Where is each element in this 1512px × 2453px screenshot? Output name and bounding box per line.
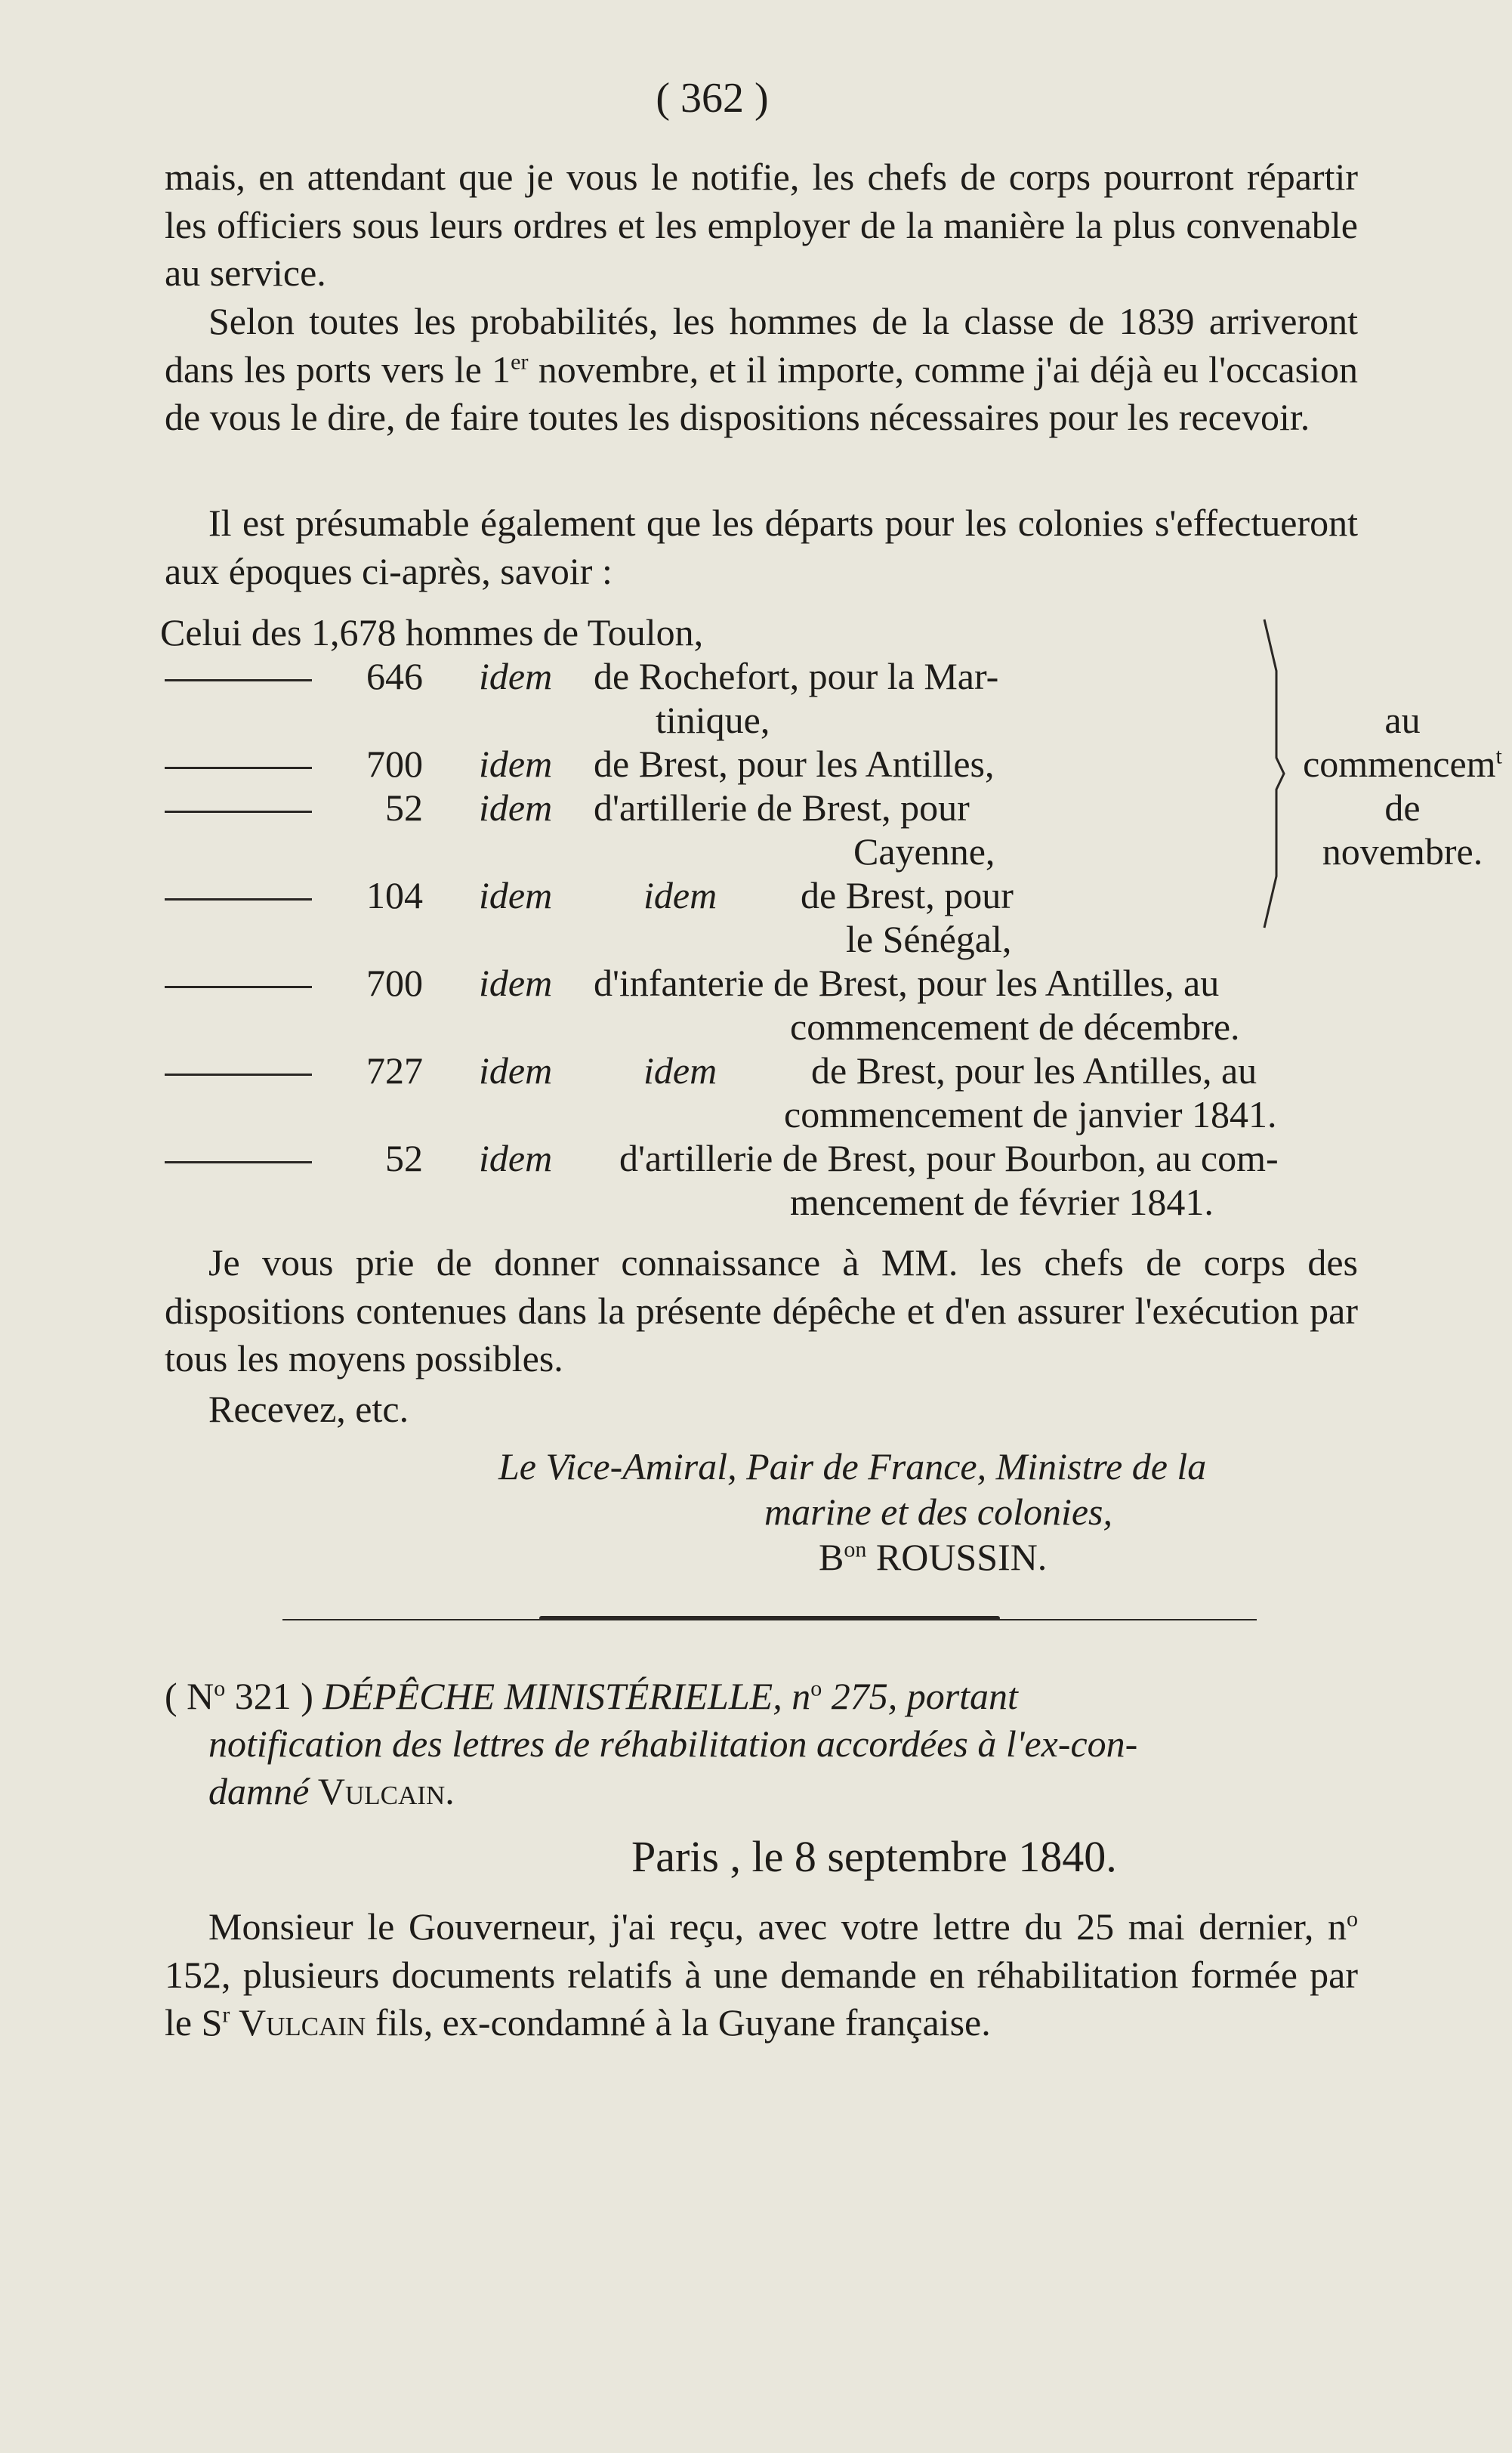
- ditto-dash: [165, 1161, 312, 1163]
- signature-title-line-2: [764, 1490, 1112, 1534]
- brace-note-text: commencem: [1303, 743, 1496, 785]
- brace-note-superscript: t: [1495, 743, 1502, 769]
- grouping-brace: [1261, 618, 1291, 929]
- signature-title-text: Le Vice-Amiral, Pair de France, Ministre de la: [498, 1445, 1207, 1488]
- departure-text-cont: tinique,: [656, 699, 770, 741]
- signature-name-superscript: on: [844, 1537, 867, 1562]
- brace-note-line: de: [1384, 786, 1421, 829]
- dispatch-body-text: 152, plusieurs documents relatifs à une demande en réhabilitation formée par le S: [165, 1953, 1358, 2044]
- departure-count: 700: [366, 962, 423, 1004]
- departure-text-cont: commencement de décembre.: [790, 1006, 1240, 1048]
- departure-text: d'artillerie de Brest, pour Bourbon, au com-: [619, 1137, 1279, 1179]
- dispatch-sub-number: n: [782, 1675, 811, 1717]
- paragraph-4: Je vous prie de donner connaissance à MM. les chefs de corps des dispositions contenues dans la présente dépêche et d'en assurer l'exécution par tous les moyens possibles.: [165, 1241, 1358, 1379]
- departure-text: de Brest, pour les Antilles,: [594, 743, 995, 785]
- dispatch-body-superscript: o: [1347, 1906, 1358, 1932]
- departure-text: d'artillerie de Brest, pour: [594, 786, 970, 829]
- departure-count: 52: [385, 1137, 423, 1179]
- departure-text: d'infanterie de Brest, pour les Antilles, au: [594, 962, 1220, 1004]
- page-number: ( 362 ): [656, 75, 769, 122]
- dispatch-body: [165, 1903, 1358, 2047]
- dispatch-heading: [165, 1673, 1358, 1720]
- dispatch-body-text: Monsieur le Gouverneur, j'ai reçu, avec votre lettre du 25 mai dernier, n: [208, 1905, 1347, 1948]
- departure-idem: idem: [479, 1137, 553, 1179]
- departure-count: 104: [366, 874, 423, 916]
- brace-note-line: [1293, 742, 1512, 786]
- ditto-dash: [165, 986, 312, 988]
- departure-idem: idem: [643, 874, 717, 916]
- dispatch-title: DÉPÊCHE MINISTÉRIELLE,: [313, 1675, 782, 1717]
- dispatch-heading-tail: portant: [897, 1675, 1018, 1717]
- departure-text: de Rochefort, pour la Mar-: [594, 655, 999, 697]
- dispatch-number-superscript: o: [214, 1676, 226, 1701]
- departure-idem: idem: [479, 786, 553, 829]
- departure-text: de Brest, pour les Antilles, au: [811, 1049, 1257, 1092]
- dispatch-body-text: fils, ex-condamné à la Guyane française.: [366, 2001, 991, 2044]
- dispatch-heading-text: damné: [208, 1770, 310, 1812]
- brace-note-line: novembre.: [1322, 830, 1483, 873]
- departure-idem: idem: [479, 962, 553, 1004]
- ditto-dash: [165, 811, 312, 813]
- paragraph-1: mais, en attendant que je vous le notifie, les chefs de corps pourront répartir les officiers sous leurs ordres et les employer de la manière la plus convenable au service.: [165, 156, 1358, 294]
- dispatch-heading-text: notification des lettres de réhabilitation accordées à l'ex-con-: [208, 1722, 1138, 1765]
- signature-title-line-1: [498, 1444, 1206, 1488]
- paragraph-2-text: Selon toutes les probabilités, les hommes de la classe de 1839 arriveront dans les ports vers le 1: [165, 300, 1358, 391]
- signature-name-prefix: B: [819, 1536, 844, 1578]
- dispatch-number: ( N: [165, 1675, 214, 1717]
- departure-text: de Brest, pour: [801, 874, 1014, 916]
- departure-row: [160, 1136, 1361, 1180]
- brace-note-line: au: [1384, 699, 1421, 741]
- departure-first-line: Celui des 1,678 hommes de Toulon,: [160, 611, 704, 653]
- dispatch-body-superscript: r: [222, 2002, 230, 2028]
- ditto-dash: [165, 679, 312, 681]
- dispatch-sub-number-superscript: o: [810, 1676, 822, 1701]
- section-divider-thick: [539, 1616, 1000, 1620]
- departure-idem: idem: [643, 1049, 717, 1092]
- ditto-dash: [165, 1074, 312, 1076]
- departure-text-cont: commencement de janvier 1841.: [784, 1093, 1277, 1135]
- paragraph-2: [165, 298, 1358, 442]
- departure-idem: idem: [479, 1049, 553, 1092]
- dispatch-date: Paris , le 8 septembre 1840.: [631, 1832, 1117, 1881]
- departure-count: 52: [385, 786, 423, 829]
- departure-count: 727: [366, 1049, 423, 1092]
- dispatch-number-rest: 321 ): [225, 1675, 313, 1717]
- dispatch-heading-line-2: [208, 1722, 1137, 1766]
- departure-count: 700: [366, 743, 423, 785]
- departure-row: [160, 961, 1361, 1005]
- signature-title-text: marine et des colonies,: [764, 1491, 1113, 1533]
- signature-name: [819, 1535, 1047, 1579]
- dispatch-person-name: Vulcain.: [309, 1770, 455, 1812]
- departure-idem: idem: [479, 874, 553, 916]
- paragraph-5: Recevez, etc.: [208, 1388, 409, 1430]
- departure-text-cont: mencement de février 1841.: [790, 1181, 1214, 1223]
- departure-row: [160, 654, 1361, 698]
- ditto-dash: [165, 898, 312, 901]
- signature-name-text: ROUSSIN.: [866, 1536, 1048, 1578]
- dispatch-person-name: Vulcain: [230, 2001, 366, 2044]
- departure-idem: idem: [479, 743, 553, 785]
- dispatch-sub-number-rest: 275,: [822, 1675, 898, 1717]
- dispatch-heading-line-3: [208, 1769, 455, 1813]
- departure-text-cont: Cayenne,: [853, 830, 995, 873]
- departure-row: [160, 1049, 1361, 1092]
- paragraph-2-superscript: er: [511, 348, 529, 374]
- departure-idem: idem: [479, 655, 553, 697]
- paragraph-2-text-end: novembre, et il importe, comme j'ai déjà eu l'occasion de vous le dire, de faire toutes les dispositions nécessaires pour les recevoir.: [165, 348, 1359, 438]
- departure-text-cont: le Sénégal,: [846, 918, 1012, 960]
- paragraph-3: Il est présumable également que les départs pour les colonies s'effectueront aux époques ci-après, savoir :: [165, 502, 1358, 592]
- departure-count: 646: [366, 655, 423, 697]
- ditto-dash: [165, 767, 312, 769]
